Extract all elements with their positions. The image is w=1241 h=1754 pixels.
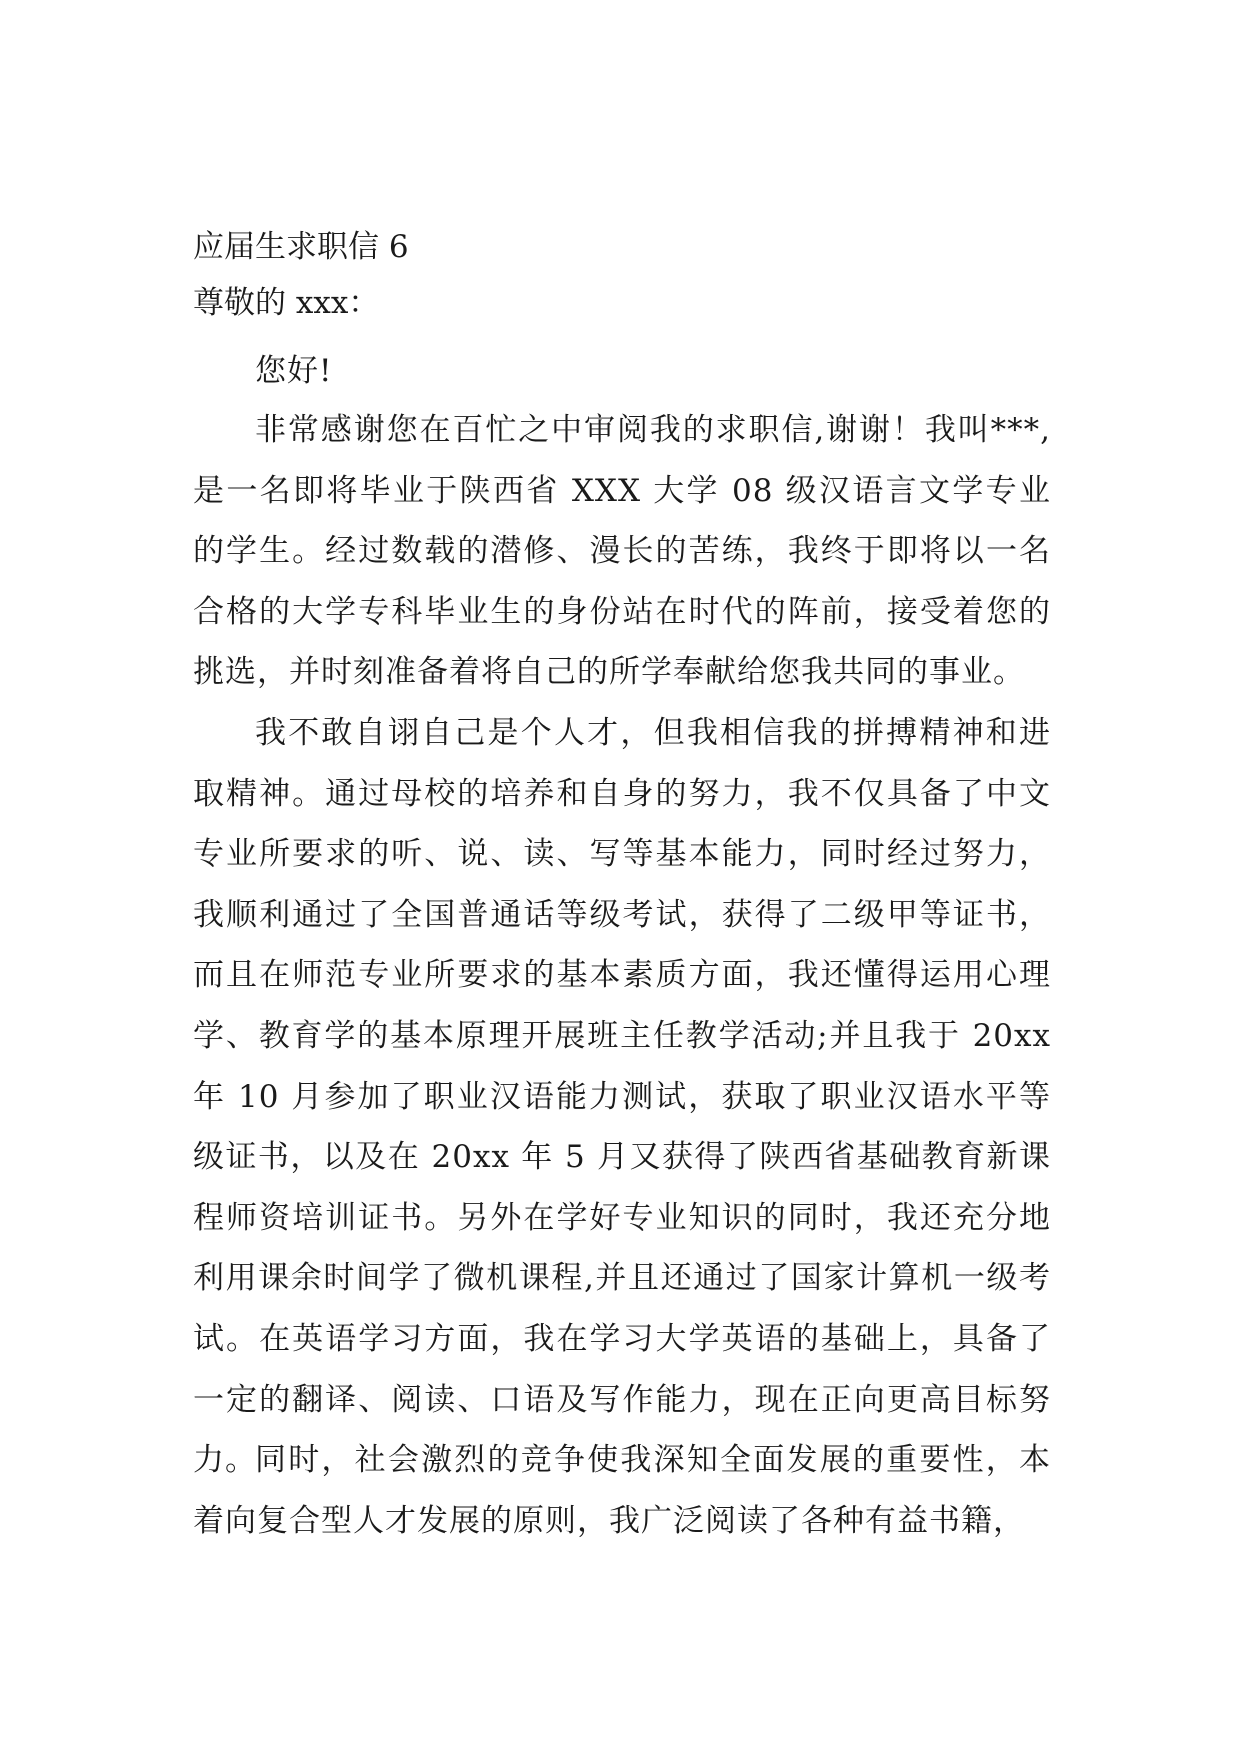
greeting: 您好! bbox=[255, 353, 333, 389]
document-title: 应届生求职信 6 bbox=[193, 229, 409, 265]
paragraph-qualifications: 我不敢自诩自己是个人才，但我相信我的拼搏精神和进取精神。通过母校的培养和自身的努力，我不仅具备了中文专业所要求的听、说、读、写等基本能力，同时经过努力，我顺利通过了全国普通话等级考试，获得了二级甲等证书，而且在师范专业所要求的基本素质方面，我还懂得运用心理学、教育学的基本原理开展班主任教学活动;并且我于 20xx 年 10 月参加了职业汉语能力测试，获取了职业汉语水平等级证书，以及在 20xx 年 5 月又获得了陕西省基础教育新课程师资培训证书。另外在学好专业知识的同时，我还充分地利用课余时间学了微机课程,并且还通过了国家计算机一级考试。在英语学习方面，我在学习大学英语的基础上，具备了一定的翻译、阅读、口语及写作能力，现在正向更高目标努力。 bbox=[193, 715, 1051, 1479]
salutation: 尊敬的 xxx： bbox=[193, 285, 380, 321]
paragraph-development: 同时，社会激烈的竞争使我深知全面发展的重要性，本着向复合型人才发展的原则，我广泛阅读了各种有益书籍， bbox=[193, 1442, 1051, 1539]
paragraph-introduction: 非常感谢您在百忙之中审阅我的求职信,谢谢！我叫***,是一名即将毕业于陕西省 XXX 大学 08 级汉语言文学专业的学生。经过数载的潜修、漫长的苦练，我终于即将以一名合格的大学专科毕业生的身份站在时代的阵前，接受着您的挑选，并时刻准备着将自己的所学奉献给您我共同的事业。 bbox=[193, 412, 1051, 691]
